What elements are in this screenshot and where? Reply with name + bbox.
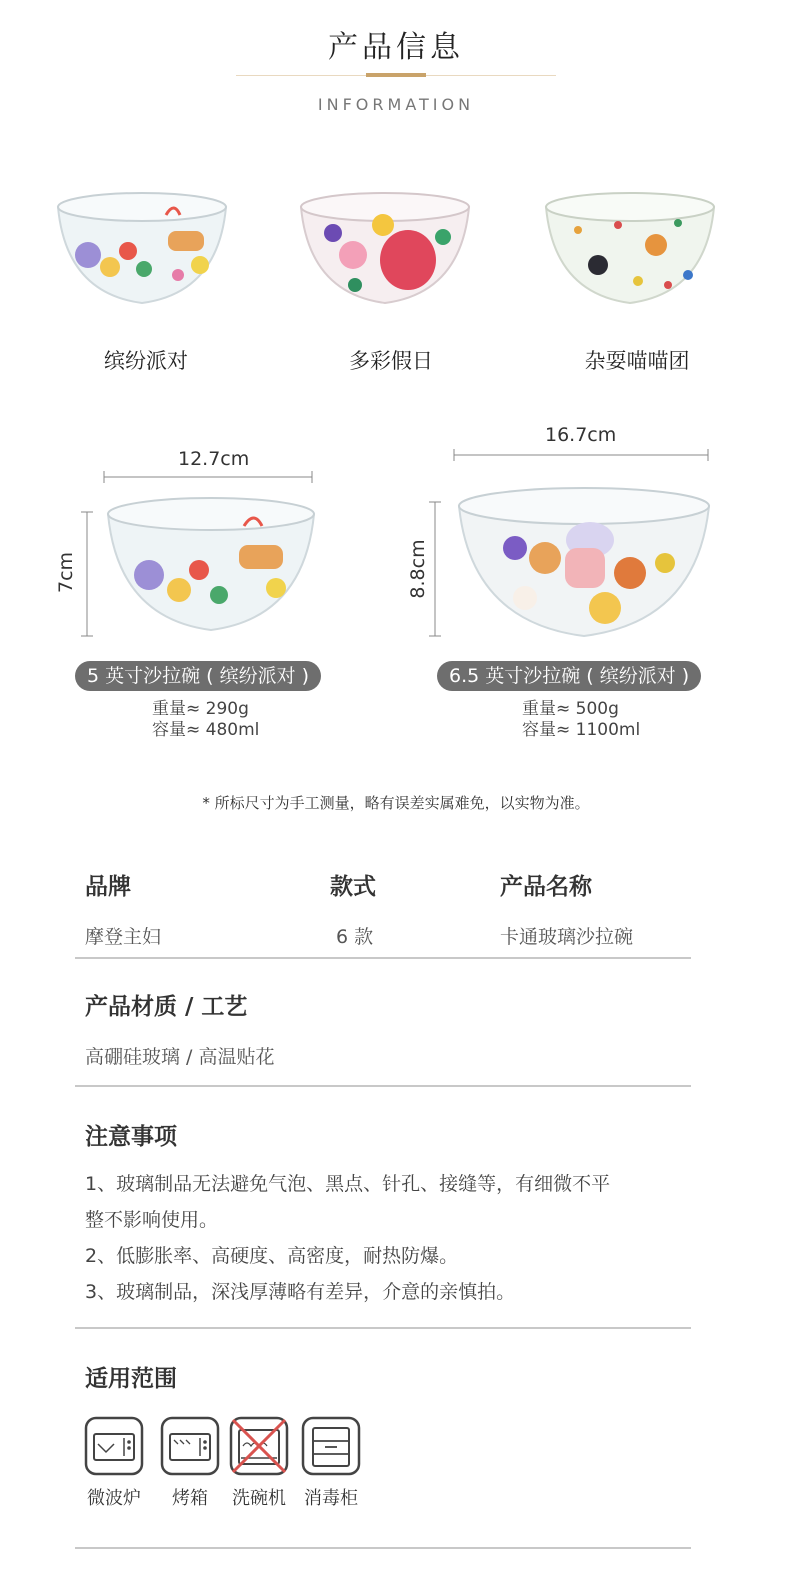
divider <box>75 1547 691 1549</box>
page-subtitle: INFORMATION <box>317 95 475 114</box>
header-style: 款式 <box>330 874 376 900</box>
small-bowl-width-line <box>100 470 316 484</box>
page-title: 产品信息 <box>328 30 464 65</box>
small-bowl-width-label: 12.7cm <box>178 448 250 470</box>
usage-label-oven: 烤箱 <box>172 1488 208 1509</box>
large-bowl-capacity: 容量≈ 1100ml <box>522 720 641 740</box>
oven-icon <box>160 1416 220 1476</box>
usage-label-dishwasher: 洗碗机 <box>232 1488 286 1509</box>
material-value: 高硼硅玻璃 / 高温贴花 <box>85 1046 275 1068</box>
title-accent-bar <box>366 73 426 77</box>
variant-name-circus-cats: 杂耍喵喵团 <box>584 349 690 373</box>
notice-item: 2、低膨胀率、高硬度、高密度，耐热防爆。 <box>85 1245 459 1267</box>
notice-item: 3、玻璃制品，深浅厚薄略有差异，介意的亲慎拍。 <box>85 1281 516 1303</box>
dishwasher-icon <box>229 1416 289 1476</box>
small-bowl-height-label: 7cm <box>55 551 77 593</box>
usage-heading: 适用范围 <box>85 1366 177 1392</box>
notice-item: 整不影响使用。 <box>85 1209 219 1231</box>
large-bowl-title-pill: 6.5 英寸沙拉碗 ( 缤纷派对 ) <box>437 661 701 691</box>
header-product-name: 产品名称 <box>500 874 592 900</box>
small-bowl-capacity: 容量≈ 480ml <box>152 720 260 740</box>
large-bowl-width-label: 16.7cm <box>545 424 617 446</box>
small-bowl-image <box>104 490 318 635</box>
small-bowl-weight: 重量≈ 290g <box>152 699 249 719</box>
large-bowl-width-line <box>450 448 712 462</box>
material-heading: 产品材质 / 工艺 <box>85 994 248 1020</box>
bowl-image-party <box>50 185 234 310</box>
notice-heading: 注意事项 <box>85 1124 177 1150</box>
header-brand: 品牌 <box>85 874 131 900</box>
microwave-icon <box>84 1416 144 1476</box>
variant-name-party: 缤纷派对 <box>104 349 188 373</box>
bowl-image-circus-cats <box>538 185 722 310</box>
large-bowl-height-line <box>428 500 442 638</box>
sterilizer-cabinet-icon <box>301 1416 361 1476</box>
divider <box>75 1327 691 1329</box>
usage-label-sterilizer: 消毒柜 <box>304 1488 358 1509</box>
bowl-image-holiday <box>293 185 477 310</box>
value-brand: 摩登主妇 <box>85 926 162 948</box>
large-bowl-image <box>455 478 713 640</box>
small-bowl-title-pill: 5 英寸沙拉碗 ( 缤纷派对 ) <box>75 661 321 691</box>
measurement-note: * 所标尺寸为手工测量，略有误差实属难免，以实物为准。 <box>202 794 590 812</box>
variant-name-holiday: 多彩假日 <box>349 349 433 373</box>
large-bowl-weight: 重量≈ 500g <box>522 699 619 719</box>
value-style: 6 款 <box>336 926 374 948</box>
divider <box>75 1085 691 1087</box>
divider <box>75 957 691 959</box>
value-product-name: 卡通玻璃沙拉碗 <box>500 926 634 948</box>
usage-label-microwave: 微波炉 <box>87 1488 141 1509</box>
notice-item: 1、玻璃制品无法避免气泡、黑点、针孔、接缝等，有细微不平 <box>85 1173 611 1195</box>
small-bowl-height-line <box>80 510 94 638</box>
large-bowl-height-label: 8.8cm <box>407 539 429 599</box>
